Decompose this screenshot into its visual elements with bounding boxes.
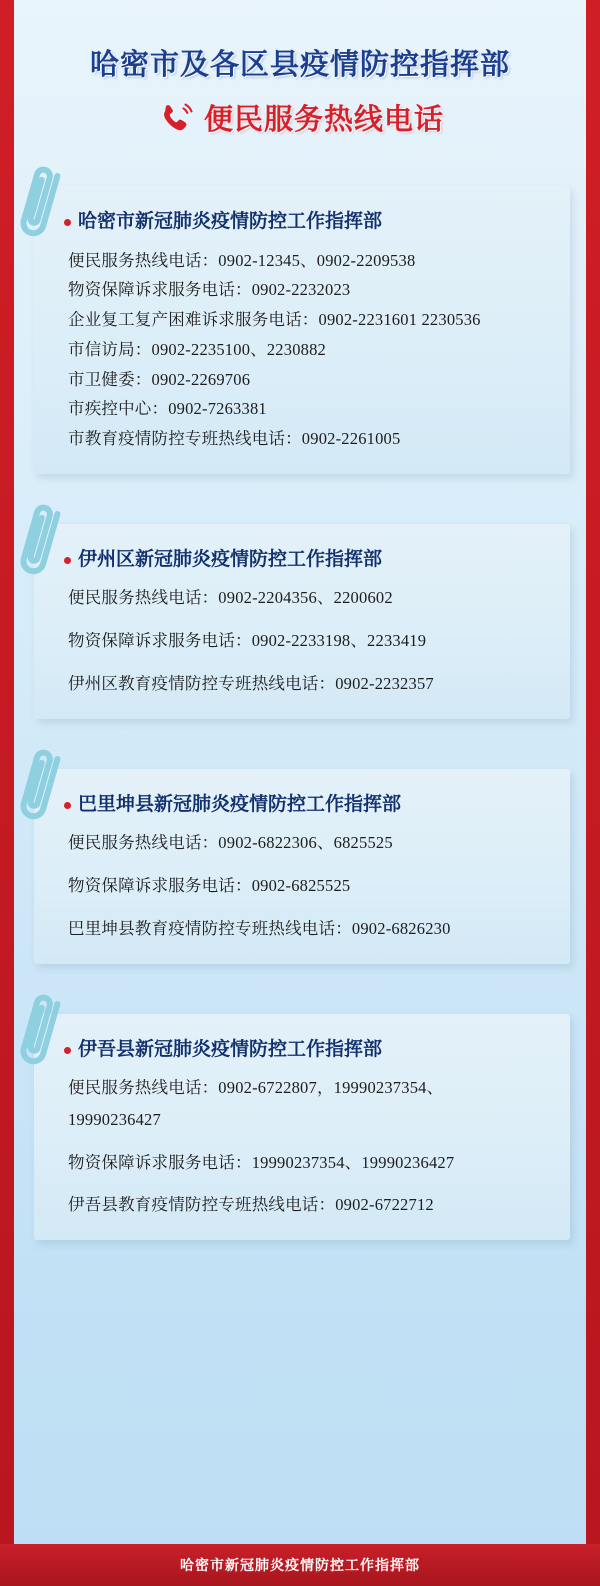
paperclip-icon — [4, 153, 74, 254]
poster-header — [0, 0, 600, 138]
bullet-dot-icon — [64, 802, 71, 809]
card-line: 物资保障诉求服务电话：0902-6825525 — [68, 876, 351, 896]
card-line: 伊吾县教育疫情防控专班热线电话：0902-6722712 — [68, 1195, 434, 1215]
card-line: 市教育疫情防控专班热线电话：0902-2261005 — [68, 429, 401, 449]
hotline-card — [34, 1014, 570, 1241]
bullet-dot-icon — [64, 557, 71, 564]
card-line: 伊州区教育疫情防控专班热线电话：0902-2232357 — [68, 673, 434, 693]
card-line: 便民服务热线电话：0902-6822306、6825525 — [68, 833, 393, 853]
card-line: 便民服务热线电话：0902-2204356、2200602 — [68, 588, 393, 608]
card-title — [78, 791, 550, 818]
card-title — [78, 1036, 550, 1063]
card-title-text: 巴里坤县新冠肺炎疫情防控工作指挥部 — [78, 792, 402, 815]
card-title-text: 伊吾县新冠肺炎疫情防控工作指挥部 — [78, 1037, 383, 1060]
card-line: 物资保障诉求服务电话：0902-2232023 — [68, 280, 351, 300]
card-line: 市卫健委：0902-2269706 — [68, 369, 251, 389]
subtitle-row — [0, 97, 600, 138]
card-line: 便民服务热线电话：0902-12345、0902-2209538 — [68, 250, 416, 270]
card-title — [78, 208, 550, 235]
card-line: 市信访局：0902-2235100、2230882 — [68, 339, 326, 359]
hotline-card — [34, 769, 570, 964]
hotline-card-list — [0, 186, 600, 1240]
card-line: 市疾控中心：0902-7263381 — [68, 399, 267, 419]
hotline-card — [34, 186, 570, 474]
card-line: 企业复工复产困难诉求服务电话：0902-2231601 2230536 — [68, 310, 481, 330]
page-subtitle: 便民服务热线电话 — [203, 102, 444, 136]
paperclip-icon — [4, 981, 74, 1082]
hotline-card — [34, 524, 570, 719]
card-line: 物资保障诉求服务电话：19990237354、19990236427 — [68, 1152, 455, 1172]
bullet-dot-icon — [64, 1047, 71, 1054]
footer-text: 哈密市新冠肺炎疫情防控工作指挥部 — [180, 1558, 420, 1574]
paperclip-icon — [4, 491, 74, 592]
card-line: 19990236427 — [68, 1109, 161, 1129]
bullet-dot-icon — [64, 219, 71, 226]
card-title-text: 哈密市新冠肺炎疫情防控工作指挥部 — [78, 210, 383, 232]
phone-ring-icon — [156, 99, 194, 137]
card-line: 巴里坤县教育疫情防控专班热线电话：0902-6826230 — [68, 918, 451, 938]
card-title — [78, 546, 550, 573]
card-line: 物资保障诉求服务电话：0902-2233198、2233419 — [68, 631, 427, 651]
card-line: 便民服务热线电话：0902-6722807，19990237354、 — [68, 1078, 444, 1098]
paperclip-icon — [4, 736, 74, 837]
card-title-text: 伊州区新冠肺炎疫情防控工作指挥部 — [78, 547, 383, 570]
page-title: 哈密市及各区县疫情防控指挥部 — [89, 47, 510, 81]
footer-bar — [0, 1544, 600, 1586]
